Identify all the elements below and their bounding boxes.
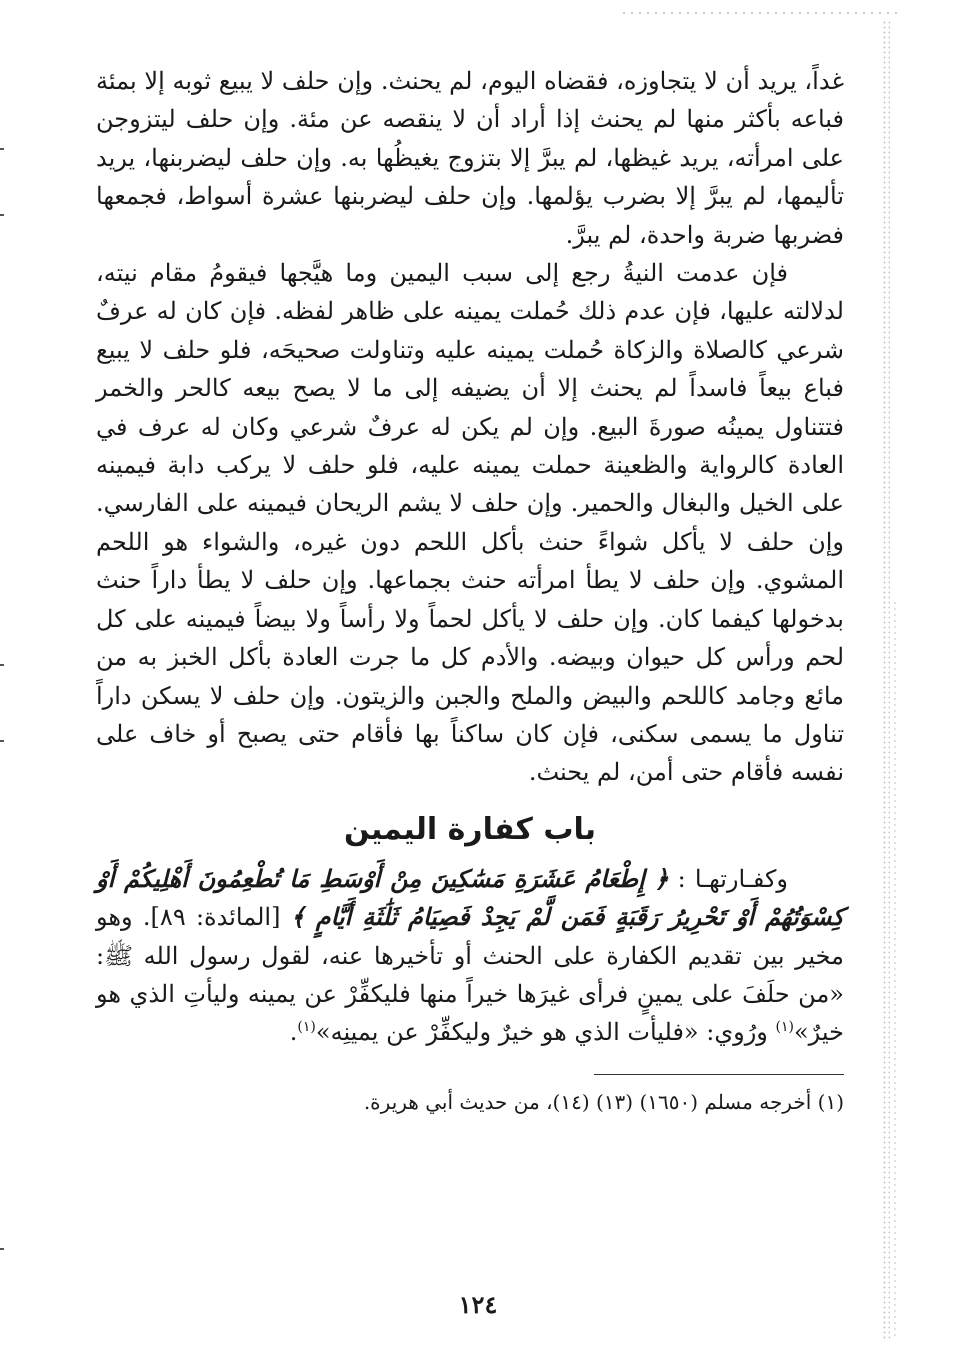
paragraph-1: غداً، يريد أن لا يتجاوزه، فقضاه اليوم، لم يحنث. وإن حلف لا يبيع ثوبه إلا بمئة فباعه بأكثر منها لم يحنث إذا أراد أن لا ينقصه عن مئة. وإن حلف ليتزوجن على امرأته، يريد غيظها، لم يبرَّ إلا بتزوج يغيظُها به. وإن حلف ليضربنها، يريد تأليمها، لم يبرَّ إلا بضرب يؤلمها. وإن حلف ليضربنها عشرة أسواط، فجمعها فضربها ضربة واحدة، لم يبرَّ. [96,67,844,249]
paragraph-3-lead: وكفـارتهـا : [668,864,788,893]
paragraph-3-end: . [289,1018,298,1047]
quran-verse: ﴿ إِطْعَامُ عَشَرَةِ مَسَٰكِينَ مِنْ أَوْسَطِ مَا تُطْعِمُونَ أَهْلِيكُمْ أَوْ كِسْوَتُهُمْ أَوْ تَحْرِيرُ رَقَبَةٍ فَمَن لَّمْ يَجِدْ فَصِيَامُ ثَلَٰثَةِ أَيَّامٍ ﴾ [96,863,844,932]
section-heading: باب كفارة اليمين [344,811,596,847]
page-body [96,62,844,1117]
scan-margin-mark [0,740,4,742]
scan-margin-mark [0,664,4,666]
scan-margin-mark [0,1248,4,1250]
page-number: ١٢٤ [458,1290,498,1319]
scan-margin-mark [0,148,4,150]
footnote-separator [594,1074,844,1075]
scan-margin-mark [0,214,4,216]
paragraph-3 [96,860,844,1052]
scan-artifact-top [620,8,900,18]
paragraph-3-body: وهو مخير بين تقديم الكفارة على الحنث أو تأخيرها عنه، لقول رسول الله ﷺ: «من حلَفَ على يمينٍ فرأى غيرَها خيراً منها فليكفِّرْ عن يمينه وليأتِ الذي هو خيرٌ» [96,903,844,1047]
scan-binding-edge-secondary [893,600,898,1340]
footnote-ref: (١) [297,1019,316,1036]
footnote-ref: (١) [775,1019,794,1036]
footnote: (١) أخرجه مسلم (١٦٥٠) (١٣) (١٤)، من حديث أبي هريرة. [363,1089,844,1114]
paragraph-3-middle: ورُوي: «فليأت الذي هو خيرٌ وليكفِّرْ عن يمينِه» [315,1018,776,1047]
scan-binding-edge [882,20,890,1340]
verse-citation: [المائدة: ٨٩]. [132,903,291,932]
paragraph-2: فإن عدمت النيةُ رجع إلى سبب اليمين وما هيَّجها فيقومُ مقام نيته، لدلالته عليها، فإن عدم ذلك حُملت يمينه على ظاهر لفظه. فإن كان له عرفٌ شرعي كالصلاة والزكاة حُملت يمينه عليه وتناولت صحيحَه، فلو حلف لا يبيع فباع بيعاً فاسداً لم يحنث إلا أن يضيفه إلى ما لا يصح بيعه كالحر والخمر فتتناول يمينُه صورةَ البيع. وإن لم يكن له عرفٌ شرعي وكان له عرف في العادة كالرواية والظعينة حملت يمينه عليه، فلو حلف لا يركب دابة فيمينه على الخيل والبغال والحمير. وإن حلف لا يشم الريحان فيمينه على الفارسي. وإن حلف لا يأكل شواءً حنث بأكل اللحم دون غيره، والشواء هو اللحم المشوي. وإن حلف لا يطأ امرأته حنث بجماعها. وإن حلف لا يطأ داراً حنث بدخولها كيفما كان. وإن حلف لا يأكل لحماً ولا رأساً ولا بيضاً فيمينه على كل لحم ورأس كل حيوان وبيضه. والأدم كل ما جرت العادة بأكل الخبز به من مائع وجامد كاللحم والبيض والملح والجبن والزيتون. وإن حلف لا يسكن داراً تناول ما يسمى سكنى، فإن كان ساكناً بها فأقام حتى يصبح أو خاف على نفسه فأقام حتى أمن، لم يحنث. [96,259,845,787]
